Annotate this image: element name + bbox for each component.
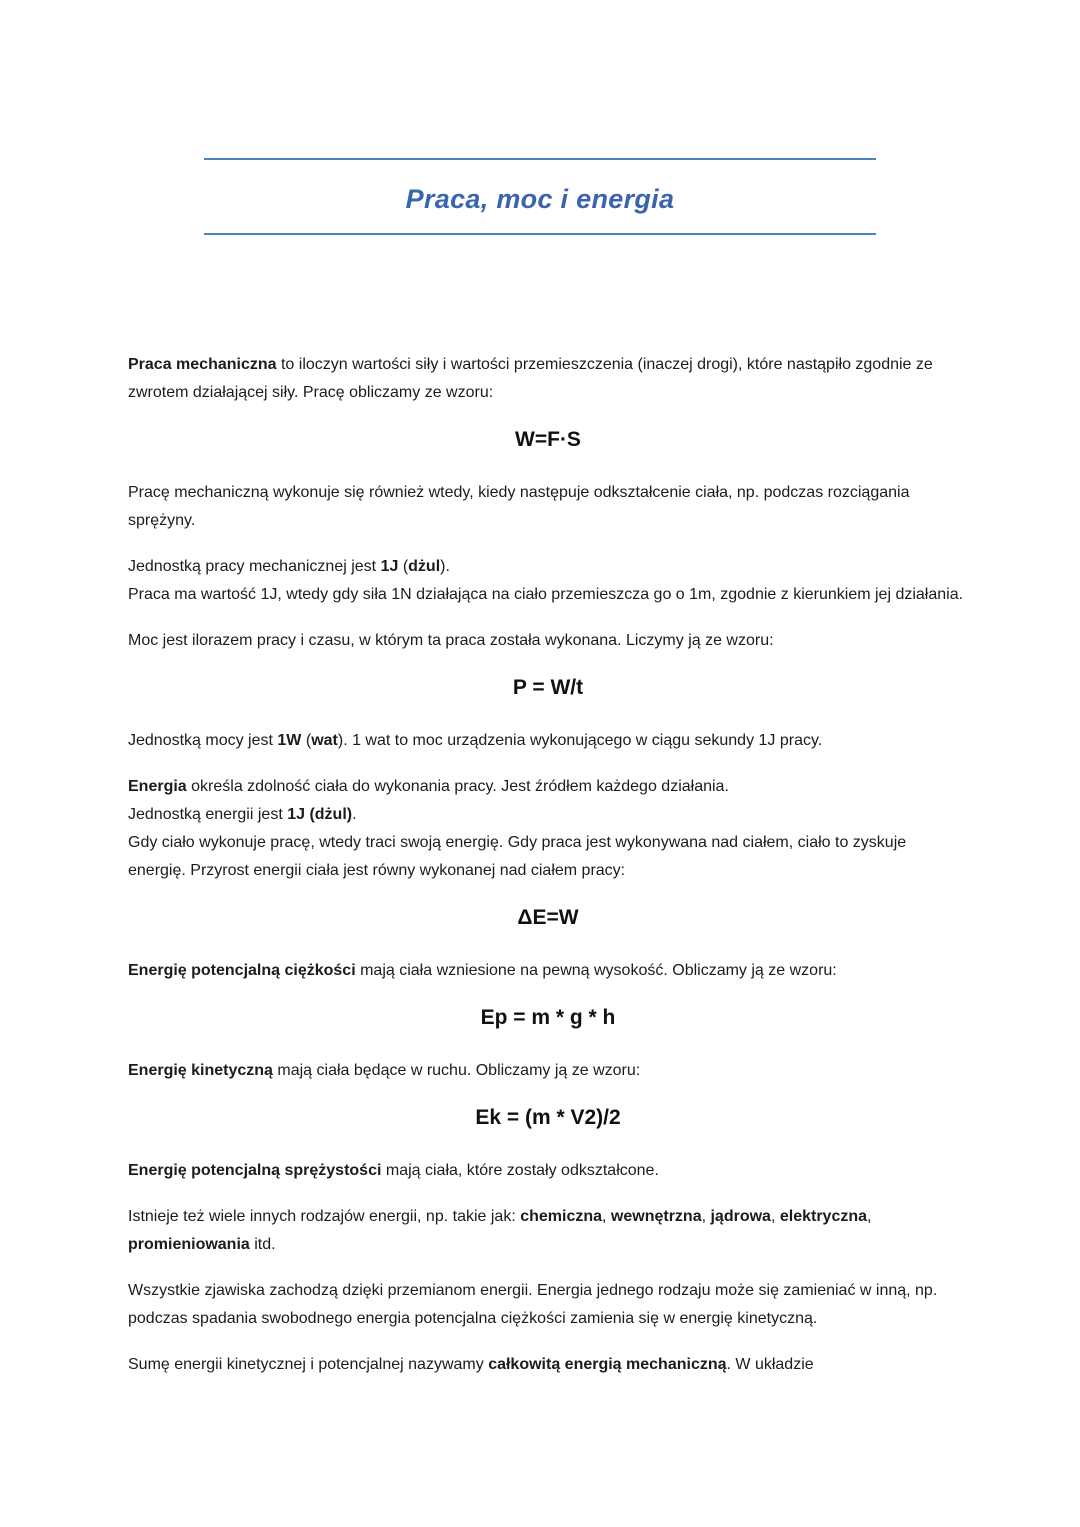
bold-text: dżul <box>408 558 441 575</box>
paragraph <box>128 1351 968 1379</box>
paragraph <box>128 1277 968 1333</box>
formula: W=F·S <box>515 428 581 451</box>
text: Praca ma wartość 1J, wtedy gdy siła 1N działająca na ciało przemieszcza go o 1m, zgodnie z kierunkiem jej działania. <box>128 586 964 603</box>
paragraph <box>128 553 968 609</box>
bold-text: 1W <box>277 732 302 749</box>
bold-text: Energia <box>128 778 187 795</box>
text: Jednostką mocy jest <box>128 732 278 749</box>
bold-text: 1J (dżul) <box>287 806 353 823</box>
paragraph <box>128 479 968 535</box>
paragraph <box>128 1203 968 1259</box>
title-rule-top <box>204 158 876 160</box>
text: Wszystkie zjawiska zachodzą dzięki przemianom energii. Energia jednego rodzaju może się zamieniać w inną, np. podczas spadania swobodnego energia potencjalna ciężkości zamienia się w energię kinetyczną. <box>128 1282 938 1327</box>
bold-text: całkowitą energią mechaniczną <box>488 1356 727 1373</box>
text: mają ciała wzniesione na pewną wysokość. Obliczamy ją ze wzoru: <box>355 962 837 979</box>
paragraph <box>128 727 968 755</box>
text: ( <box>398 558 409 575</box>
text: określa zdolność ciała do wykonania pracy. Jest źródłem każdego działania. <box>186 778 729 795</box>
paragraph <box>128 351 968 407</box>
text: mają ciała będące w ruchu. Obliczamy ją ze wzoru: <box>272 1062 641 1079</box>
paragraph <box>128 773 968 885</box>
paragraph <box>128 1057 968 1085</box>
formula: ΔE=W <box>517 906 579 929</box>
bold-text: 1J <box>380 558 399 575</box>
bold-text: Praca mechaniczna <box>128 356 277 373</box>
bold-text: chemiczna <box>520 1208 603 1225</box>
formula: P = W/t <box>512 676 584 699</box>
bold-text: promieniowania <box>128 1236 250 1253</box>
title-block <box>204 158 876 235</box>
text: Moc jest ilorazem pracy i czasu, w którym ta praca została wykonana. Liczymy ją ze wzoru: <box>128 632 774 649</box>
bold-text: jądrowa <box>710 1208 771 1225</box>
document-body <box>128 351 968 1379</box>
text: mają ciała, które zostały odkształcone. <box>381 1162 659 1179</box>
text: . <box>352 806 357 823</box>
text: Jednostką pracy mechanicznej jest <box>128 558 381 575</box>
title-rule-bottom <box>204 233 876 235</box>
text: , <box>701 1208 711 1225</box>
text: Istnieje też wiele innych rodzajów energii, np. takie jak: <box>128 1208 521 1225</box>
formula: Ek = (m * V2)/2 <box>475 1106 621 1129</box>
paragraph <box>128 627 968 655</box>
paragraph <box>128 957 968 985</box>
text: , <box>867 1208 872 1225</box>
bold-text: Energię potencjalną ciężkości <box>128 962 356 979</box>
formula: Ep = m * g * h <box>480 1006 616 1029</box>
text: Pracę mechaniczną wykonuje się również wtedy, kiedy następuje odkształcenie ciała, np. podczas rozciągania sprężyny. <box>128 484 910 529</box>
text: . W układzie <box>726 1356 814 1373</box>
text: ( <box>301 732 312 749</box>
bold-text: Energię potencjalną sprężystości <box>128 1162 382 1179</box>
text: ). <box>440 558 450 575</box>
text: Jednostką energii jest <box>128 806 288 823</box>
text: Sumę energii kinetycznej i potencjalnej nazywamy <box>128 1356 489 1373</box>
bold-text: elektryczna <box>779 1208 868 1225</box>
text: Gdy ciało wykonuje pracę, wtedy traci swoją energię. Gdy praca jest wykonywana nad ciałem, ciało to zyskuje energię. Przyrost energii ciała jest równy wykonanej nad ciałem pracy: <box>128 834 907 879</box>
bold-text: wat <box>311 732 338 749</box>
text: ). 1 wat to moc urządzenia wykonującego w ciągu sekundy 1J pracy. <box>337 732 823 749</box>
text: , <box>602 1208 611 1225</box>
bold-text: wewnętrzna <box>610 1208 702 1225</box>
page-title: Praca, moc i energia <box>405 184 675 214</box>
text: , <box>770 1208 780 1225</box>
paragraph <box>128 1157 968 1185</box>
text: to iloczyn wartości siły i wartości przemieszczenia (inaczej drogi), które nastąpiło zgodnie ze zwrotem działającej siły. Pracę obliczamy ze wzoru: <box>128 356 933 401</box>
text: itd. <box>249 1236 276 1253</box>
bold-text: Energię kinetyczną <box>128 1062 273 1079</box>
